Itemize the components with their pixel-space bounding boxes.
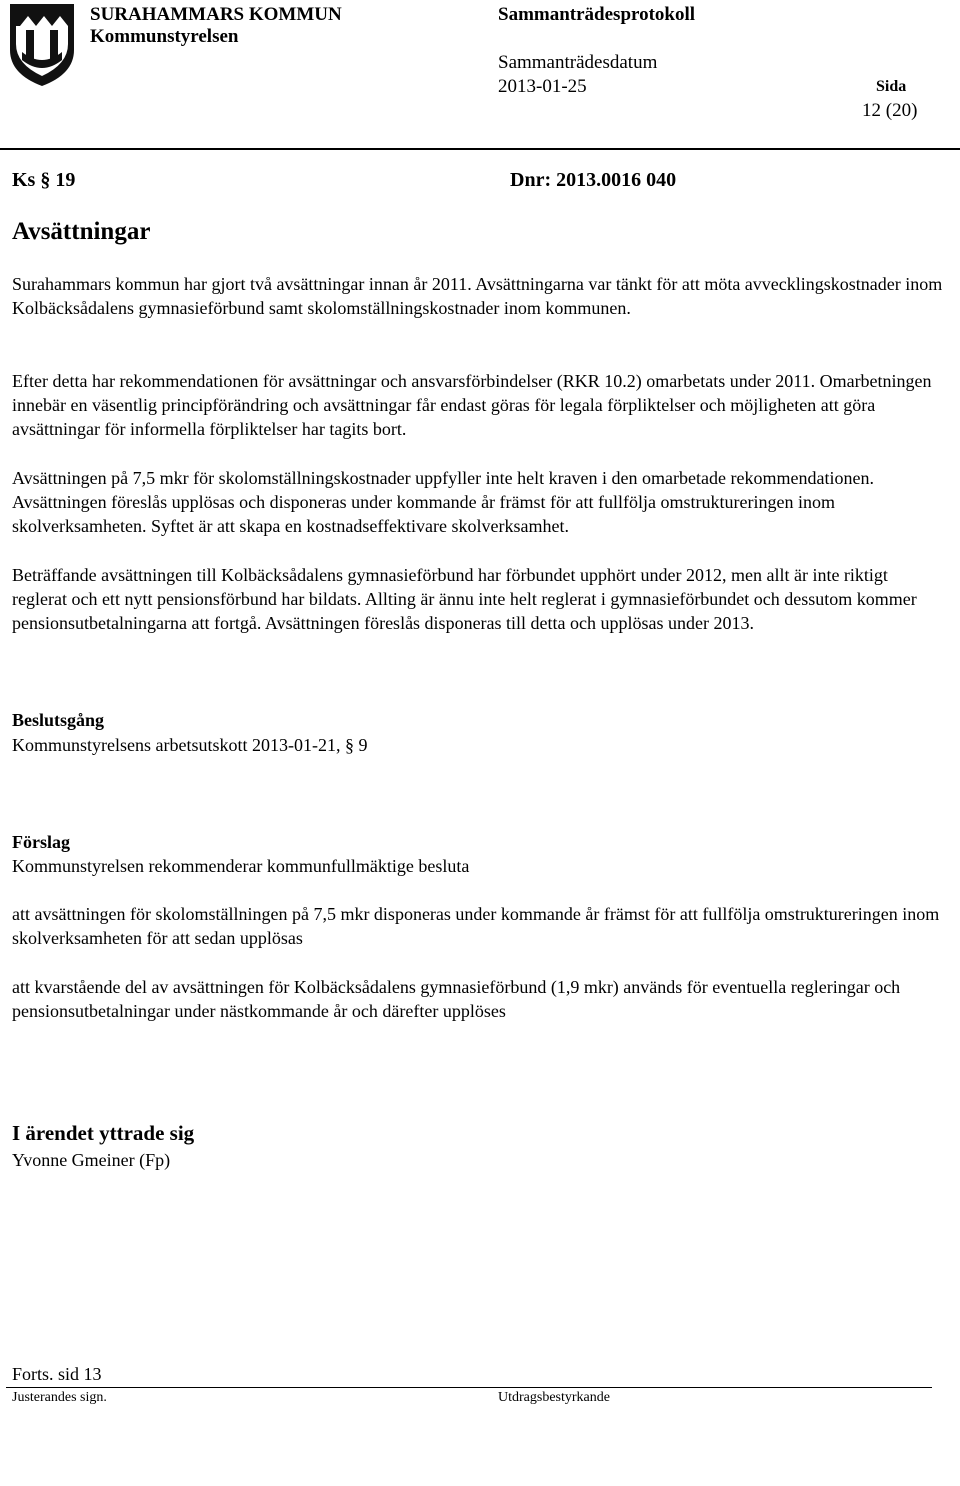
continued-note: Forts. sid 13 bbox=[12, 1364, 102, 1384]
forslag-intro: Kommunstyrelsen rekommenderar kommunfullmäktige besluta bbox=[12, 856, 470, 876]
header-divider bbox=[0, 148, 960, 150]
justerandes-sign-label: Justerandes sign. bbox=[12, 1390, 107, 1405]
yttrade-heading: I ärendet yttrade sig bbox=[12, 1121, 195, 1145]
document-type: Sammanträdesprotokoll bbox=[498, 4, 696, 25]
beslutsgang-text: Kommunstyrelsens arbetsutskott 2013-01-21, § 9 bbox=[12, 735, 368, 755]
page-number: 12 (20) bbox=[862, 100, 918, 121]
yttrade-person: Yvonne Gmeiner (Fp) bbox=[12, 1150, 171, 1170]
case-title: Avsättningar bbox=[12, 218, 151, 245]
footer-divider bbox=[6, 1387, 932, 1388]
beslutsgang-heading: Beslutsgång bbox=[12, 710, 105, 730]
forslag-att-2: att kvarstående del av avsättningen för Kolbäcksådalens gymnasieförbund (1,9 mkr) används för eventuella regleringar och pensionsutbetalningar under nästkommande år och därefter upplöses bbox=[12, 977, 901, 1021]
body-paragraph-2: Efter detta har rekommendationen för avsättningar och ansvarsförbindelser (RKR 10.2) omarbetats under 2011. Omarbetningen innebär en väsentlig principförändring och avsättningar får endast göras för legala förpliktelser och möjligheten att göra avsättningar för informella förpliktelser har tagits bort. bbox=[12, 371, 932, 439]
signature-area-left bbox=[10, 1406, 490, 1484]
body-paragraph-3: Avsättningen på 7,5 mkr för skolomställningskostnader uppfyller inte helt kraven i den omarbetade rekommendationen. Avsättningen föreslås upplösas och disponeras under kommande år främst för att fullfölja omstruktureringen inom skolverksamheten. Syftet är att skapa en kostnadseffektivare skolverksamhet. bbox=[12, 468, 874, 536]
body-paragraph-1: Surahammars kommun har gjort två avsättningar innan år 2011. Avsättningarna var tänkt för att möta avvecklingskostnader inom Kolbäcksådalens gymnasieförbund samt skolomställningskostnader inom kommunen. bbox=[12, 274, 943, 318]
forslag-heading: Förslag bbox=[12, 832, 70, 852]
meeting-date-label: Sammanträdesdatum bbox=[498, 52, 658, 73]
org-unit: Kommunstyrelsen bbox=[90, 26, 239, 47]
body-paragraph-4: Beträffande avsättningen till Kolbäcksådalens gymnasieförbund har förbundet upphört under 2012, men allt är inte riktigt reglerat och ett nytt pensionsförbund har bildats. Allting är ännu inte helt reglerat i gymnasieförbundet och dessutom kommer pensionsutbetalningarna att fortgå. Avsättningen föreslås disponeras till detta och upplösas under 2013. bbox=[12, 565, 917, 633]
case-registry-number: Dnr: 2013.0016 040 bbox=[510, 169, 677, 191]
organization-block bbox=[90, 4, 342, 48]
municipality-crest-logo bbox=[8, 2, 76, 88]
meeting-date-value: 2013-01-25 bbox=[498, 76, 587, 97]
org-name: SURAHAMMARS KOMMUN bbox=[90, 4, 342, 25]
page-label: Sida bbox=[876, 78, 907, 95]
signature-area-right bbox=[498, 1406, 938, 1484]
case-paragraph-number: Ks § 19 bbox=[12, 169, 76, 191]
forslag-att-1: att avsättningen för skolomställningen på 7,5 mkr disponeras under kommande år främst för att fullfölja omstruktureringen inom skolverksamheten för att sedan upplösas bbox=[12, 904, 940, 948]
utdragsbestyrkande-label: Utdragsbestyrkande bbox=[498, 1390, 610, 1405]
